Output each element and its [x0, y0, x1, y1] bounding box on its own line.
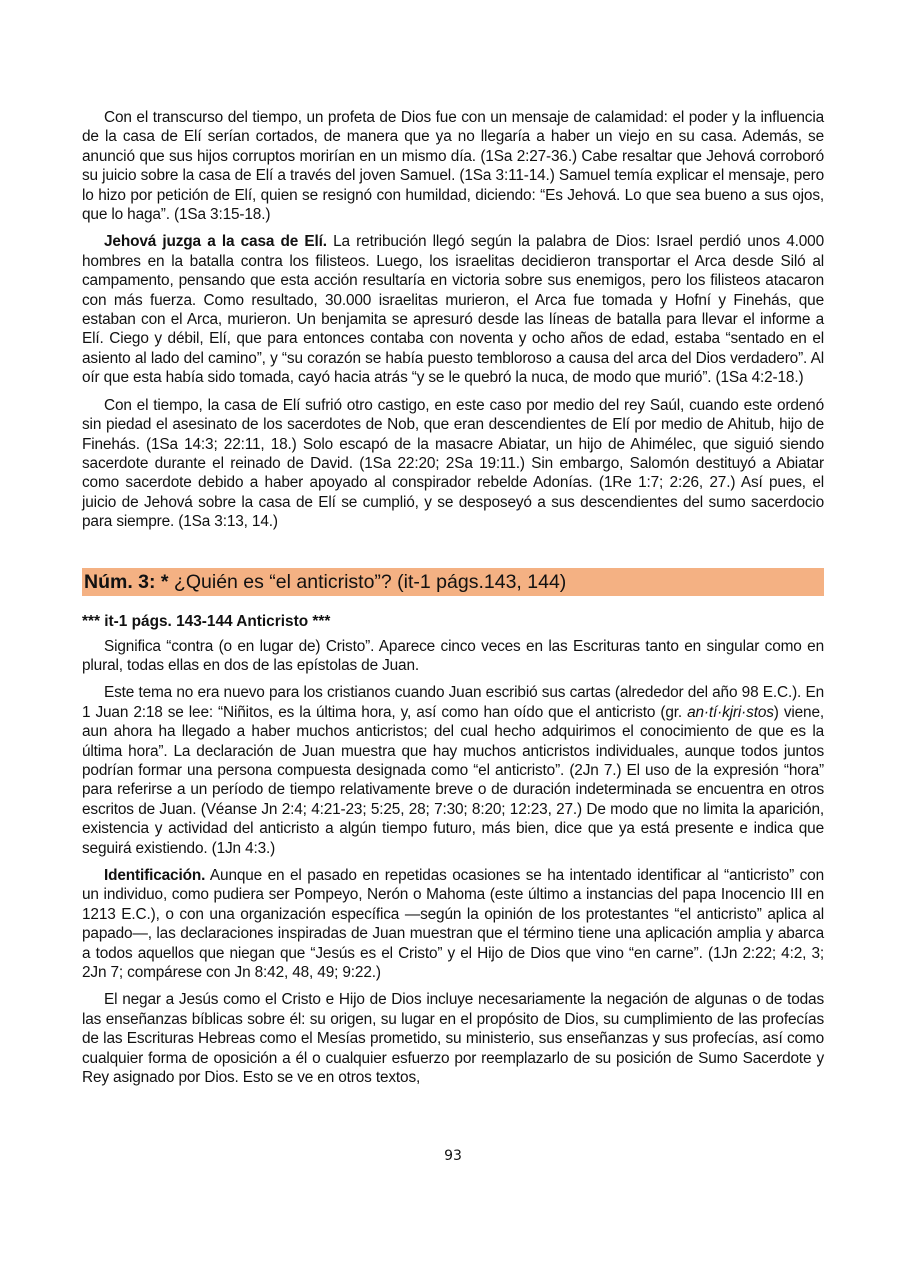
- paragraph-text: Con el transcurso del tiempo, un profeta de Dios fue con un mensaje de calamidad: el poder y la influencia de la casa de Elí serían cortados, de manera que ya no llegaría a haber un viejo en su casa. Además, se anunció que sus hijos corruptos morirían en un mismo día. (1Sa 2:27-36.) Cabe resaltar que Jehová corroboró su juicio sobre la casa de Elí a través del joven Samuel. (1Sa 3:11-14.) Samuel temía explicar el mensaje, pero lo hizo por petición de Elí, quien se resignó con humildad, diciendo: “Es Jehová. Lo que sea bueno a sus ojos, que lo haga”. (1Sa 3:15-18.): [82, 109, 824, 224]
- paragraph-text: Este tema no era nuevo para los cristianos cuando Juan escribió sus cartas (alrededor del año 98 E.C.). En 1 Juan 2:18 se lee: “Niñitos, es la última hora, y, así como han oído que el anticristo (gr.: [82, 684, 824, 721]
- paragraph-lead: Identificación.: [104, 867, 206, 884]
- document-page: [82, 108, 824, 1095]
- section-heading: [82, 568, 824, 596]
- paragraph-identification: [82, 866, 824, 982]
- paragraph-denial: [82, 990, 824, 1087]
- greek-term: an·tí·kjri·stos: [687, 703, 774, 721]
- paragraph-eli-prophecy: [82, 108, 824, 224]
- paragraph-text: Con el tiempo, la casa de Elí sufrió otro castigo, en este caso por medio del rey Saúl, cuando este ordenó sin piedad el asesinato de los sacerdotes de Nob, que eran descendientes de Elí por medio de Ahitub, hijo de Finehás. (1Sa 14:3; 22:11, 18.) Solo escapó de la masacre Abiatar, un hijo de Ahimélec, que siguió siendo sacerdote durante el reinado de David. (1Sa 22:20; 2Sa 19:11.) Sin embargo, Salomón destituyó a Abiatar como sacerdote debido a haber apoyado al conspirador rebelde Adonías. (1Re 1:7; 2:26, 27.) Así pues, el juicio de Jehová sobre la casa de Elí se cumplió, y se desposeyó a sus descendientes del sumo sacerdocio para siempre. (1Sa 3:13, 14.): [82, 396, 824, 531]
- paragraph-eli-judgment: [82, 232, 824, 387]
- section-number: Núm. 3: *: [84, 570, 169, 593]
- paragraph-text: El negar a Jesús como el Cristo e Hijo de Dios incluye necesariamente la negación de algunas o de todas las enseñanzas bíblicas sobre él: su origen, su lugar en el propósito de Dios, su cumplimiento de las profecías de las Escrituras Hebreas como el Mesías prometido, su ministerio, sus enseñanzas y sus profecías, así como cualquier forma de oposición a él o cualquier esfuerzo por reemplazarlo de su posición de Sumo Sacerdote y Rey asignado por Dios. Esto se ve en otros textos,: [82, 991, 824, 1087]
- paragraph-lead: Jehová juzga a la casa de Elí.: [104, 233, 327, 251]
- reference-subheading: *** it-1 págs. 143-144 Anticristo ***: [82, 612, 331, 630]
- paragraph-text: La retribución llegó según la palabra de Dios: Israel perdió unos 4.000 hombres en la batalla contra los filisteos. Luego, los israelitas decidieron transportar el Arca desde Siló al campamento, pensando que esta acción resultaría en victoria sobre sus enemigos, pero los filisteos atacaron con más fuerza. Como resultado, 30.000 israelitas murieron, el Arca fue tomada y Hofní y Finehás, que estaban con el Arca, murieron. Un benjamita se apresuró desde las líneas de batalla para llevar el informe a Elí. Ciego y débil, Elí, que para entonces contaba con noventa y ocho años de edad, estaba “sentado en el asiento al lado del camino”, y “su corazón se había puesto tembloroso a causa del arca del Dios verdadero”. Al oír que esta había sido tomada, cayó hacia atrás “y se le quebró la nuca, de modo que murió”. (1Sa 4:2-18.): [82, 233, 824, 387]
- paragraph-john-letters: [82, 683, 824, 858]
- section-title: ¿Quién es “el anticristo”? (it-1 págs.143, 144): [168, 570, 567, 593]
- paragraph-text: Significa “contra (o en lugar de) Cristo”. Aparece cinco veces en las Escrituras tanto en singular como en plural, todas ellas en dos de las epístolas de Juan.: [82, 637, 824, 674]
- paragraph-text: Aunque en el pasado en repetidas ocasiones se ha intentado identificar al “anticristo” con un individuo, como pudiera ser Pompeyo, Nerón o Mahoma (este último a instancias del papa Inocencio III en 1213 E.C.), o con una organización específica —según la opinión de los protestantes “el anticristo” aplica al papado—, las declaraciones inspiradas de Juan muestran que el término tiene una aplicación amplia y abarca a todos aquellos que niegan que “Jesús es el Cristo” y el Hijo de Dios que vino “en carne”. (1Jn 2:22; 4:2, 3; 2Jn 7; compárese con Jn 8:42, 48, 49; 9:22.): [82, 867, 824, 982]
- paragraph-definition: [82, 637, 824, 676]
- paragraph-eli-punishment: [82, 396, 824, 532]
- paragraph-text: ) viene, aun ahora ha llegado a haber muchos anticristos; del cual hecho adquirimos el conocimiento de que es la última hora”. La declaración de Juan muestra que hay muchos anticristos individuales, aunque todos juntos podrían formar una persona compuesta designada como “el anticristo”. (2Jn 7.) El uso de la expresión “hora” para referirse a un período de tiempo relativamente breve o de duración indeterminada se encuentra en otros escritos de Juan. (Véanse Jn 2:4; 4:21-23; 5:25, 28; 7:30; 8:20; 12:23, 27.) De modo que no limita la aparición, existencia y actividad del anticristo a algún tiempo futuro, más bien, dice que ya está presente e indica que seguirá existiendo. (1Jn 4:3.): [82, 703, 824, 857]
- page-number: 93: [444, 1148, 462, 1164]
